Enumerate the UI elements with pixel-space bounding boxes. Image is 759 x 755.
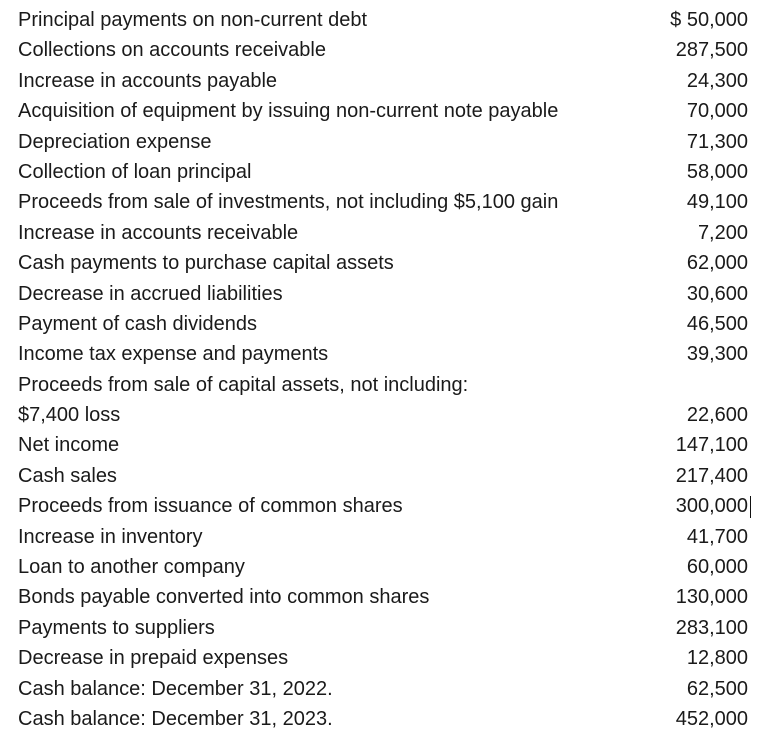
row-amount: 7,200	[697, 221, 748, 244]
row-label: Decrease in accrued liabilities	[18, 282, 283, 305]
row-amount: 12,800	[686, 647, 748, 670]
row-decrease-accrued	[0, 279, 759, 309]
row-amount: 217,400	[675, 464, 748, 487]
row-amount: 24,300	[686, 69, 748, 92]
row-cash-balance-2022	[0, 674, 759, 704]
row-amount: 62,000	[686, 252, 748, 275]
row-label: Principal payments on non-current debt	[18, 9, 368, 31]
row-label: Increase in accounts receivable	[18, 221, 299, 244]
row-label: Cash balance: December 31, 2023.	[18, 707, 333, 730]
row-label: Loan to another company	[18, 556, 245, 579]
row-label: Income tax expense and payments	[18, 343, 329, 366]
row-label: Depreciation expense	[18, 130, 212, 153]
row-label: Collection of loan principal	[18, 160, 252, 183]
row-amount: 287,500	[675, 39, 748, 62]
row-amount: 130,000	[675, 586, 748, 609]
row-payments-suppliers	[0, 613, 759, 643]
row-label: Cash payments to purchase capital assets	[18, 252, 394, 275]
row-label: Proceeds from issuance of common shares	[18, 495, 403, 518]
row-label: Cash balance: December 31, 2022.	[18, 677, 333, 700]
row-label: Net income	[18, 434, 120, 457]
row-purchase-capital-assets	[0, 248, 759, 278]
row-amount: $ 50,000	[670, 9, 748, 31]
row-amount: 46,500	[686, 312, 748, 335]
financial-data-list	[0, 5, 759, 734]
row-amount: 300,000	[675, 495, 748, 518]
row-amount: 41,700	[686, 525, 748, 548]
text-cursor	[750, 496, 752, 518]
row-amount: 452,000	[675, 707, 748, 730]
row-cash-dividends	[0, 309, 759, 339]
row-collection-loan	[0, 157, 759, 187]
row-sale-investments	[0, 187, 759, 217]
row-collections-ar	[0, 35, 759, 65]
row-issuance-common-shares	[0, 491, 759, 521]
row-increase-inventory	[0, 522, 759, 552]
row-loan-another-company	[0, 552, 759, 582]
row-cash-sales	[0, 461, 759, 491]
row-net-income	[0, 430, 759, 460]
row-label: Collections on accounts receivable	[18, 39, 326, 62]
row-depreciation	[0, 127, 759, 157]
row-label: $7,400 loss	[18, 404, 121, 427]
row-label: Increase in inventory	[18, 525, 203, 548]
row-amount: 22,600	[686, 404, 748, 427]
row-sale-capital-assets-heading	[0, 370, 759, 400]
row-amount: 147,100	[675, 434, 748, 457]
row-amount: 30,600	[686, 282, 748, 305]
row-bonds-converted	[0, 582, 759, 612]
row-label: Cash sales	[18, 464, 117, 487]
row-amount: 60,000	[686, 556, 748, 579]
row-label: Increase in accounts payable	[18, 69, 278, 92]
row-acquisition-equipment	[0, 96, 759, 126]
row-principal-payments	[0, 5, 759, 35]
row-cash-balance-2023	[0, 704, 759, 734]
row-increase-ap	[0, 66, 759, 96]
row-amount: 283,100	[675, 616, 748, 639]
row-label: Payment of cash dividends	[18, 312, 258, 335]
row-label: Proceeds from sale of capital assets, not including:	[18, 373, 469, 396]
row-amount: 39,300	[686, 343, 748, 366]
row-amount: 71,300	[686, 130, 748, 153]
row-amount: 58,000	[686, 160, 748, 183]
row-income-tax	[0, 339, 759, 369]
row-label: Bonds payable converted into common shares	[18, 586, 430, 609]
row-decrease-prepaid	[0, 643, 759, 673]
row-amount: 70,000	[686, 100, 748, 123]
row-sale-capital-assets-loss	[0, 400, 759, 430]
row-increase-ar	[0, 218, 759, 248]
row-label: Payments to suppliers	[18, 616, 215, 639]
row-amount: 62,500	[686, 677, 748, 700]
row-label: Proceeds from sale of investments, not including $5,100 gain	[18, 191, 559, 214]
row-label: Decrease in prepaid expenses	[18, 647, 289, 670]
row-amount: 49,100	[686, 191, 748, 214]
row-label: Acquisition of equipment by issuing non-current note payable	[18, 100, 559, 123]
